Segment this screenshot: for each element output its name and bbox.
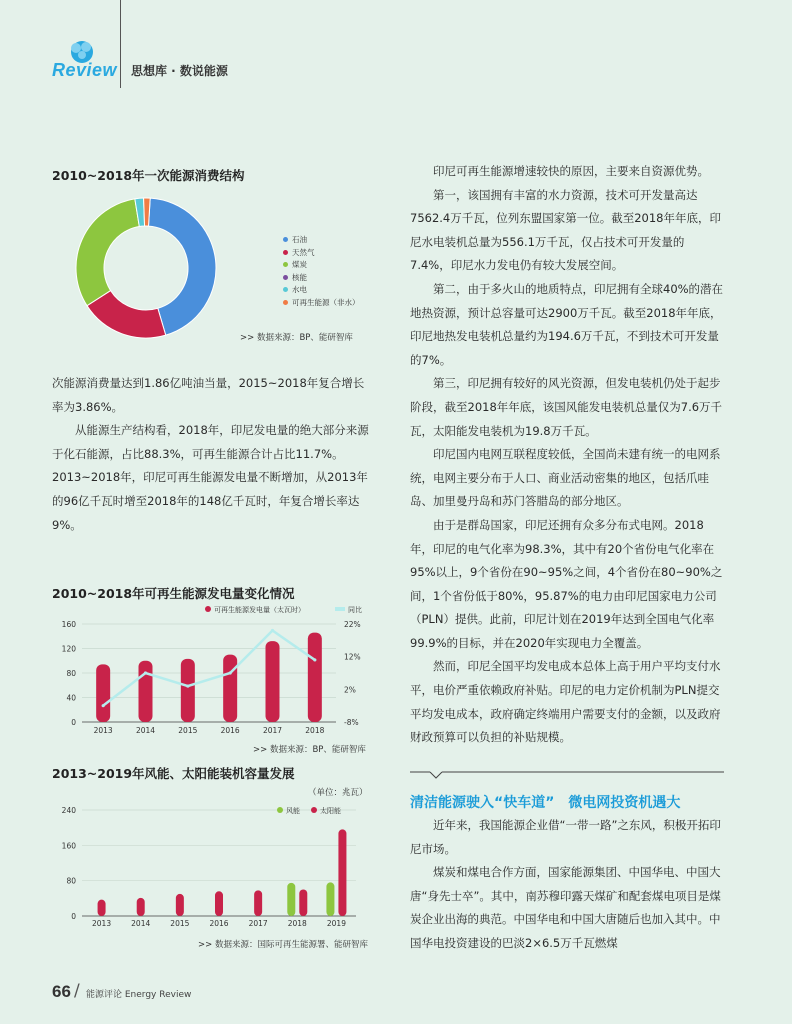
right-paragraph-6: 由于是群岛国家，印尼还拥有众多分布式电网。2018年，印尼的电气化率为98.3%，其中有20个省份电气化率在95%以上，9个省份在90~95%之间，4个省份在80~90%之间，1个省份低于80%，95.87%的电力由印尼国家电力公司（PLN）提供。此前，印尼计划在2019年达到全国电气化率99.9%的目标，并在2020年实现电力全覆盖。 — [410, 517, 723, 650]
x-tick-label: 2017 — [262, 726, 283, 735]
y-tick-label: 160 — [61, 841, 76, 851]
bar-solar — [137, 898, 145, 916]
wind-solar-chart-title: 2013~2019年风能、太阳能装机容量发展 — [52, 766, 295, 781]
pie-chart-title: 2010~2018年一次能源消费结构 — [52, 168, 245, 183]
bar-solar — [98, 900, 106, 916]
x-tick-label: 2018 — [305, 726, 325, 735]
line-point — [313, 658, 316, 661]
right-paragraph-8: 近年来，我国能源企业借“一带一路”之东风，积极开拓印尼市场。 — [410, 818, 721, 856]
bar — [181, 659, 195, 722]
right-paragraph-2: 第一，该国拥有丰富的水力资源，技术可开发量高达7562.4万千瓦，位列东盟国家第一位。截至2018年年底，印尼水电装机总量为556.1万千瓦，仅占技术可开发量的7.4%，印尼水力发电仍有较大发展空间。 — [410, 187, 722, 273]
y-tick-label: 0 — [71, 912, 76, 921]
legend-label: 风能 — [286, 807, 300, 815]
right-paragraph-7: 然而，印尼全国平均发电成本总体上高于用户平均支付水平，电价严重依赖政府补贴。印尼的电力定价机制为PLN提交平均发电成本，政府确定终端用户需要支付的金额，以及政府财政预算可以负担的补贴规模。 — [410, 659, 721, 745]
wind-solar-chart — [52, 798, 382, 938]
legend-dot — [277, 807, 283, 813]
legend-label: 可再生能源发电量（太瓦时） — [214, 606, 305, 614]
header-divider — [120, 0, 121, 88]
pie-legend-item — [283, 247, 315, 258]
bar-solar — [338, 829, 346, 916]
legend-dot — [283, 262, 288, 267]
legend-label: 石油 — [292, 235, 307, 244]
y2-tick-label: 12% — [344, 652, 361, 662]
x-tick-label: 2018 — [287, 919, 307, 928]
y2-tick-label: 22% — [344, 620, 361, 629]
right-paragraph-1: 印尼可再生能源增速较快的原因，主要来自资源优势。 — [433, 164, 709, 178]
x-tick-label: 2013 — [93, 726, 113, 735]
bar — [308, 633, 322, 722]
left-paragraph-2: 从能源生产结构看，2018年，印尼发电量的绝大部分来源于化石能源，占比88.3%，可再生能源合计占比11.7%。2013~2018年，印尼可再生能源发电量不断增加，从2013年的96亿千瓦时增至2018年的148亿千瓦时，年复合增长率达9%。 — [52, 423, 369, 532]
legend-dot — [283, 250, 288, 255]
legend-dot — [283, 300, 288, 305]
line-point — [229, 671, 232, 674]
pie-chart — [72, 192, 232, 347]
x-tick-label: 2016 — [209, 919, 229, 928]
pie-legend-item — [283, 297, 360, 308]
x-tick-label: 2017 — [248, 919, 268, 928]
legend-label: 煤炭 — [292, 260, 307, 269]
legend-label: 天然气 — [292, 247, 315, 257]
legend-label: 水电 — [292, 285, 307, 294]
bar — [223, 655, 237, 722]
subhead-divider — [410, 768, 724, 780]
bar — [266, 641, 280, 722]
y-tick-label: 0 — [71, 718, 76, 727]
legend-dot — [283, 287, 288, 292]
footer-slash: / — [74, 981, 80, 1001]
x-tick-label: 2013 — [92, 919, 112, 928]
legend-label: 太阳能 — [320, 807, 341, 815]
line-point — [271, 629, 274, 632]
bar-wind — [326, 882, 334, 916]
left-column-text — [52, 372, 372, 537]
legend-dot — [283, 275, 288, 280]
renew-source: >> 数据来源：BP、能研智库 — [253, 745, 366, 755]
right-paragraph-4: 第三，印尼拥有较好的风光资源，但发电装机仍处于起步阶段，截至2018年年底，该国风能发电装机总量仅为7.6万千瓦，太阳能发电装机为19.8万千瓦。 — [410, 376, 723, 438]
right-paragraph-5: 印尼国内电网互联程度较低，全国尚未建有统一的电网系统，电网主要分布于人口、商业活动密集的地区，包括爪哇岛、加里曼丹岛和苏门答腊岛的部分地区。 — [410, 447, 721, 509]
pie-legend-item — [283, 272, 307, 283]
section-label: 思想库 · 数说能源 — [131, 64, 228, 78]
journal-name: 能源评论 Energy Review — [86, 990, 192, 1000]
y2-tick-label: 2% — [344, 685, 356, 695]
legend-label: 可再生能源（非水） — [292, 297, 360, 307]
left-paragraph-1: 次能源消费量达到1.86亿吨油当量，2015~2018年复合增长率为3.86%。 — [52, 376, 365, 414]
renew-chart-title: 2010~2018年可再生能源发电量变化情况 — [52, 586, 295, 601]
x-tick-label: 2019 — [326, 919, 346, 928]
x-tick-label: 2014 — [135, 726, 156, 735]
line-series — [103, 631, 315, 706]
pie-legend-item — [283, 284, 307, 295]
x-tick-label: 2015 — [178, 726, 198, 735]
legend-dot — [205, 606, 211, 612]
bar-wind — [287, 883, 295, 916]
line-point — [144, 671, 147, 674]
y-tick-label: 240 — [61, 806, 76, 815]
pie-legend-item — [283, 234, 307, 245]
right-paragraph-3: 第二，由于多火山的地质特点，印尼拥有全球40%的潜在地热资源，预计总容量可达2900万千瓦。截至2018年年底，印尼地热发电装机总量约为194.6万千瓦，不到技术可开发量的7%。 — [410, 281, 724, 367]
logo-text: Review — [52, 60, 118, 80]
section-subhead: 清洁能源驶入“快车道” 微电网投资机遇大 — [410, 795, 681, 811]
x-tick-label: 2014 — [131, 919, 151, 928]
y-tick-label: 120 — [61, 644, 76, 654]
legend-label: 核能 — [292, 272, 307, 282]
y-tick-label: 80 — [66, 876, 76, 886]
renew-chart — [52, 600, 382, 740]
bar-solar — [215, 891, 223, 916]
legend-dot — [283, 237, 288, 242]
pie-slice — [144, 198, 151, 226]
pie-source: >> 数据来源：BP、能研智库 — [240, 333, 353, 343]
legend-swatch — [335, 607, 345, 611]
wind-solar-unit: （单位：兆瓦） — [308, 788, 368, 798]
bar-solar — [254, 890, 262, 916]
bar-solar — [299, 890, 307, 917]
y2-tick-label: -8% — [344, 718, 359, 727]
y-tick-label: 80 — [66, 669, 76, 678]
line-point — [186, 684, 189, 687]
right-column-text-2 — [410, 814, 724, 956]
x-tick-label: 2016 — [220, 726, 240, 735]
legend-dot — [311, 807, 317, 813]
y-tick-label: 40 — [66, 693, 76, 703]
page-number: 66 — [52, 982, 71, 1001]
legend-label: 同比 — [348, 606, 362, 614]
right-column-text — [410, 160, 724, 750]
bar — [96, 664, 110, 722]
bar — [139, 661, 153, 722]
line-point — [102, 704, 105, 707]
pie-legend-item — [283, 259, 307, 270]
wind-solar-source: >> 数据来源：国际可再生能源署、能研智库 — [198, 940, 368, 950]
right-paragraph-9: 煤炭和煤电合作方面，国家能源集团、中国华电、中国大唐“身先士卒”。其中，南苏穆印露天煤矿和配套煤电项目是煤炭企业出海的典范。中国华电和中国大唐随后也加入其中。中国华电投资建设的巴淡2×6.5万千瓦燃煤 — [410, 865, 721, 950]
bar-solar — [176, 894, 184, 916]
y-tick-label: 160 — [61, 620, 76, 629]
x-tick-label: 2015 — [170, 919, 190, 928]
pie-slice — [76, 199, 139, 306]
